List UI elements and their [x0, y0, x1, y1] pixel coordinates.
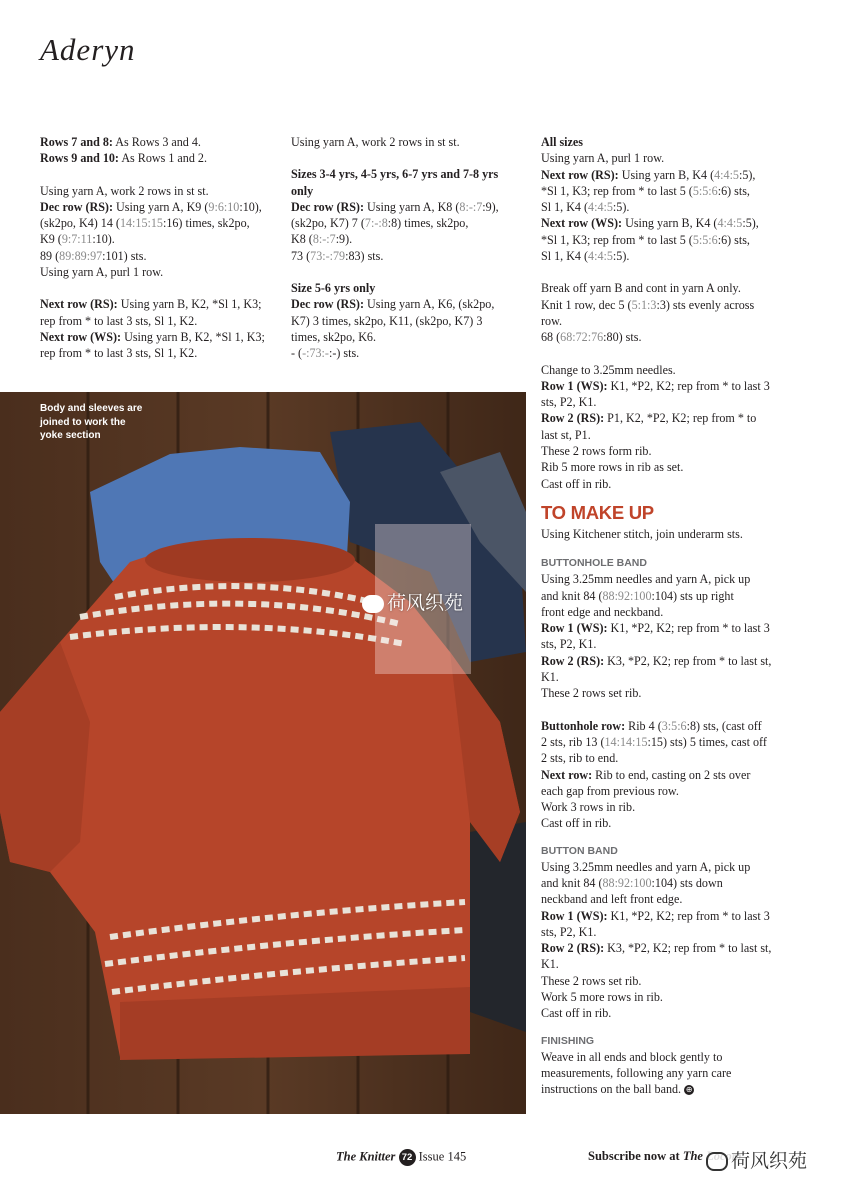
wechat-icon [706, 1152, 728, 1171]
instruction-line: K1. [541, 670, 559, 685]
instruction-line: K9 (9:7:11:10). [40, 232, 115, 247]
instruction-line: - (-:73:-:-) sts. [291, 346, 360, 361]
size-heading: Size 5-6 yrs only [291, 281, 376, 296]
instruction-line: *Sl 1, K3; rep from * to last 5 (5:5:6:6) sts, [541, 183, 750, 198]
subheading-button-band: BUTTON BAND [541, 844, 618, 857]
footer-subscribe: Subscribe now at The [588, 1149, 703, 1163]
instruction-line: Next row (RS): Using yarn B, K2, *Sl 1, K3; [40, 297, 262, 312]
neck-band [145, 538, 355, 582]
instruction-line: neckband and left front edge. [541, 892, 683, 907]
instruction-line: Row 1 (WS): K1, *P2, K2; rep from * to last 3 [541, 378, 770, 393]
instruction-line: Row 2 (RS): P1, K2, *P2, K2; rep from * to [541, 411, 757, 426]
instruction-line: Using 3.25mm needles and yarn A, pick up [541, 572, 751, 587]
instruction-line: These 2 rows form rib. [541, 444, 652, 459]
instruction-line: Row 2 (RS): K3, *P2, K2; rep from * to last st, [541, 653, 772, 668]
wechat-icon [362, 595, 384, 613]
subheading-finishing: FINISHING [541, 1034, 595, 1047]
instruction-line: sts, P2, K1. [541, 924, 597, 939]
instruction-line: K7) 3 times, sk2po, K11, (sk2po, K7) 3 [291, 313, 483, 328]
section-heading-make-up: TO MAKE UP [541, 501, 654, 523]
instruction-line: Dec row (RS): Using yarn A, K8 (8:-:7:9), [291, 199, 499, 214]
instruction-line: Dec row (RS): Using yarn A, K9 (9:6:10:10), [40, 199, 262, 214]
instruction-line: K8 (8:-:7:9). [291, 232, 353, 247]
instruction-line: Next row (WS): Using yarn B, K4 (4:4:5:5), [541, 216, 759, 231]
instruction-line: and knit 84 (88:92:100:104) sts up right [541, 588, 734, 603]
instruction-line: Row 1 (WS): K1, *P2, K2; rep from * to last 3 [541, 621, 770, 636]
instruction-line: Next row (WS): Using yarn B, K2, *Sl 1, K3; [40, 329, 265, 344]
instruction-line: 68 (68:72:76:80) sts. [541, 330, 642, 345]
instruction-line: Change to 3.25mm needles. [541, 362, 676, 377]
sweater-illustration [0, 392, 526, 1114]
instruction-line: These 2 rows set rib. [541, 973, 642, 988]
instruction-line: Next row (RS): Using yarn B, K4 (4:4:5:5), [541, 167, 756, 182]
instruction-line: times, sk2po, K6. [291, 329, 376, 344]
instruction-line: Buttonhole row: Rib 4 (3:5:6:8) sts, (cast off [541, 718, 762, 733]
instruction-line: (sk2po, K7) 7 (7:-:8:8) times, sk2po, [291, 216, 469, 231]
instruction-line: front edge and neckband. [541, 604, 664, 619]
instruction-line: sts, P2, K1. [541, 637, 597, 652]
instruction-line: Cast off in rib. [541, 476, 612, 491]
instruction-line: Work 3 rows in rib. [541, 800, 636, 815]
instruction-line: last st, P1. [541, 427, 591, 442]
footer-watermark: 荷风织苑 [704, 1146, 809, 1173]
instruction-line: Sl 1, K4 (4:4:5:5). [541, 200, 630, 215]
instruction-line: 89 (89:89:97:101) sts. [40, 248, 147, 263]
instruction-line: rep from * to last 3 sts, Sl 1, K2. [40, 346, 198, 361]
size-heading: Sizes 3-4 yrs, 4-5 yrs, 6-7 yrs and 7-8 yrs only [291, 167, 499, 198]
footer-magazine: The Knitter 72 Issue 145 [336, 1149, 466, 1166]
instruction-line: and knit 84 (88:92:100:104) sts down [541, 875, 723, 890]
instruction-line: *Sl 1, K3; rep from * to last 5 (5:5:6:6) sts, [541, 232, 750, 247]
size-heading: All sizes [541, 135, 583, 149]
instruction-line: each gap from previous row. [541, 783, 679, 798]
instruction-line: Work 5 more rows in rib. [541, 990, 663, 1005]
instruction-line: Cast off in rib. [541, 816, 612, 831]
instruction-line: Using Kitchener stitch, join underarm sts. [541, 526, 743, 541]
instruction-line: 73 (73:-:79:83) sts. [291, 248, 384, 263]
instruction-line: 2 sts, rib to end. [541, 751, 619, 766]
instruction-line: Using yarn A, purl 1 row. [40, 265, 164, 280]
instruction-line: rep from * to last 3 sts, Sl 1, K2. [40, 313, 198, 328]
page-title: Aderyn [40, 32, 136, 67]
instruction-line: Weave in all ends and block gently to [541, 1049, 723, 1064]
instruction-line: (sk2po, K4) 14 (14:15:15:16) times, sk2po, [40, 216, 250, 231]
instruction-line: Using 3.25mm needles and yarn A, pick up [541, 859, 751, 874]
instruction-line: Dec row (RS): Using yarn A, K6, (sk2po, [291, 297, 495, 312]
instruction-line: Rib 5 more rows in rib as set. [541, 460, 684, 475]
instruction-line: Break off yarn B and cont in yarn A only. [541, 281, 741, 296]
instruction-line: K1. [541, 957, 559, 972]
instruction-line: Next row: Rib to end, casting on 2 sts over [541, 767, 751, 782]
instructions-column-2 [291, 134, 523, 362]
subheading-buttonhole-band: BUTTONHOLE BAND [541, 557, 647, 570]
instruction-line: Using yarn A, work 2 rows in st st. [40, 183, 209, 198]
instruction-line: instructions on the ball band. ⊕ [541, 1082, 693, 1097]
instruction-line: 2 sts, rib 13 (14:14:15:15) sts) 5 times, cast off [541, 734, 767, 749]
instruction-line: Using yarn A, purl 1 row. [541, 151, 665, 166]
instructions-column-3 [541, 134, 777, 1098]
instruction-line: Row 1 (WS): K1, *P2, K2; rep from * to last 3 [541, 908, 770, 923]
instruction-line: Row 2 (RS): K3, *P2, K2; rep from * to last st, [541, 941, 772, 956]
instruction-line: sts, P2, K1. [541, 395, 597, 410]
instruction-line: These 2 rows set rib. [541, 686, 642, 701]
sweater-photo [0, 392, 526, 1114]
page-number: 72 [399, 1149, 416, 1166]
end-mark-icon: ⊕ [685, 1085, 693, 1095]
instruction-line: Knit 1 row, dec 5 (5:1:3:3) sts evenly across [541, 297, 755, 312]
instruction-line: Rows 7 and 8: As Rows 3 and 4. [40, 135, 201, 149]
instruction-line: Cast off in rib. [541, 1006, 612, 1021]
instruction-line: Rows 9 and 10: As Rows 1 and 2. [40, 151, 207, 166]
instruction-line: Using yarn A, work 2 rows in st st. [291, 135, 460, 149]
watermark: 荷风织苑 [362, 588, 463, 615]
instruction-line: measurements, following any yarn care [541, 1065, 732, 1080]
instruction-line: Sl 1, K4 (4:4:5:5). [541, 249, 630, 264]
instruction-line: row. [541, 313, 563, 328]
photo-caption: Body and sleeves are joined to work the yoke section [40, 403, 143, 441]
instructions-column-1 [40, 134, 272, 362]
